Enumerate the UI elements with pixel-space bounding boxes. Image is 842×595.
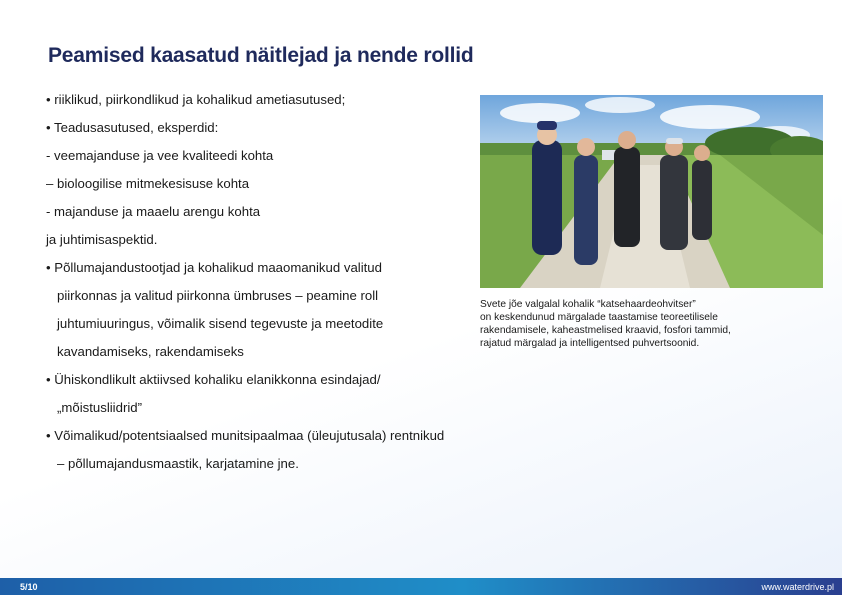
slide-title: Peamised kaasatud näitlejad ja nende rollid [48, 44, 474, 67]
caption-line: rakendamisele, kaheastmelised kraavid, fosfori tammid, [480, 325, 731, 336]
page-number: 5/10 [20, 582, 38, 592]
website-link[interactable]: www.waterdrive.pl [761, 582, 834, 592]
list-item: • riiklikud, piirkondlikud ja kohalikud ametiasutused; [46, 92, 346, 107]
list-item: • Võimalikud/potentsiaalsed munitsipaalmaa (üleujutusala) rentnikud [46, 428, 445, 443]
list-item: – põllumajandusmaastik, karjatamine jne. [46, 456, 299, 471]
list-item: „mõistusliidrid” [46, 400, 142, 415]
list-item: ja juhtimisaspektid. [46, 232, 158, 247]
list-item: • Ühiskondlikult aktiivsed kohaliku elanikkonna esindajad/ [46, 372, 381, 387]
list-item: – bioloogilise mitmekesisuse kohta [46, 176, 250, 191]
bullet-list [46, 90, 486, 482]
caption-line: on keskendunud märgalade taastamise teoreetilisele [480, 312, 718, 323]
list-item: juhtumiuuringus, võimalik sisend tegevuste ja meetodite [46, 316, 384, 331]
person-2 [574, 138, 598, 265]
list-item: - veemajanduse ja vee kvaliteedi kohta [46, 148, 274, 163]
person-3 [614, 131, 640, 247]
footer-bar [0, 578, 842, 595]
list-item: • Põllumajandustootjad ja kohalikud maaomanikud valitud [46, 260, 382, 275]
field-photo-illustration [480, 95, 823, 288]
list-item: - majanduse ja maaelu arengu kohta [46, 204, 261, 219]
photo-caption [480, 298, 830, 350]
caption-line: rajatud märgalad ja intelligentsed puhvertsoonid. [480, 338, 700, 349]
field-photo [480, 95, 823, 288]
list-item: kavandamiseks, rakendamiseks [46, 344, 244, 359]
caption-line: Svete jõe valgalal kohalik “katsehaardeohvitser” [480, 299, 696, 310]
list-item: • Teadusasutused, eksperdid: [46, 120, 219, 135]
list-item: piirkonnas ja valitud piirkonna ümbruses – peamine roll [46, 288, 379, 303]
